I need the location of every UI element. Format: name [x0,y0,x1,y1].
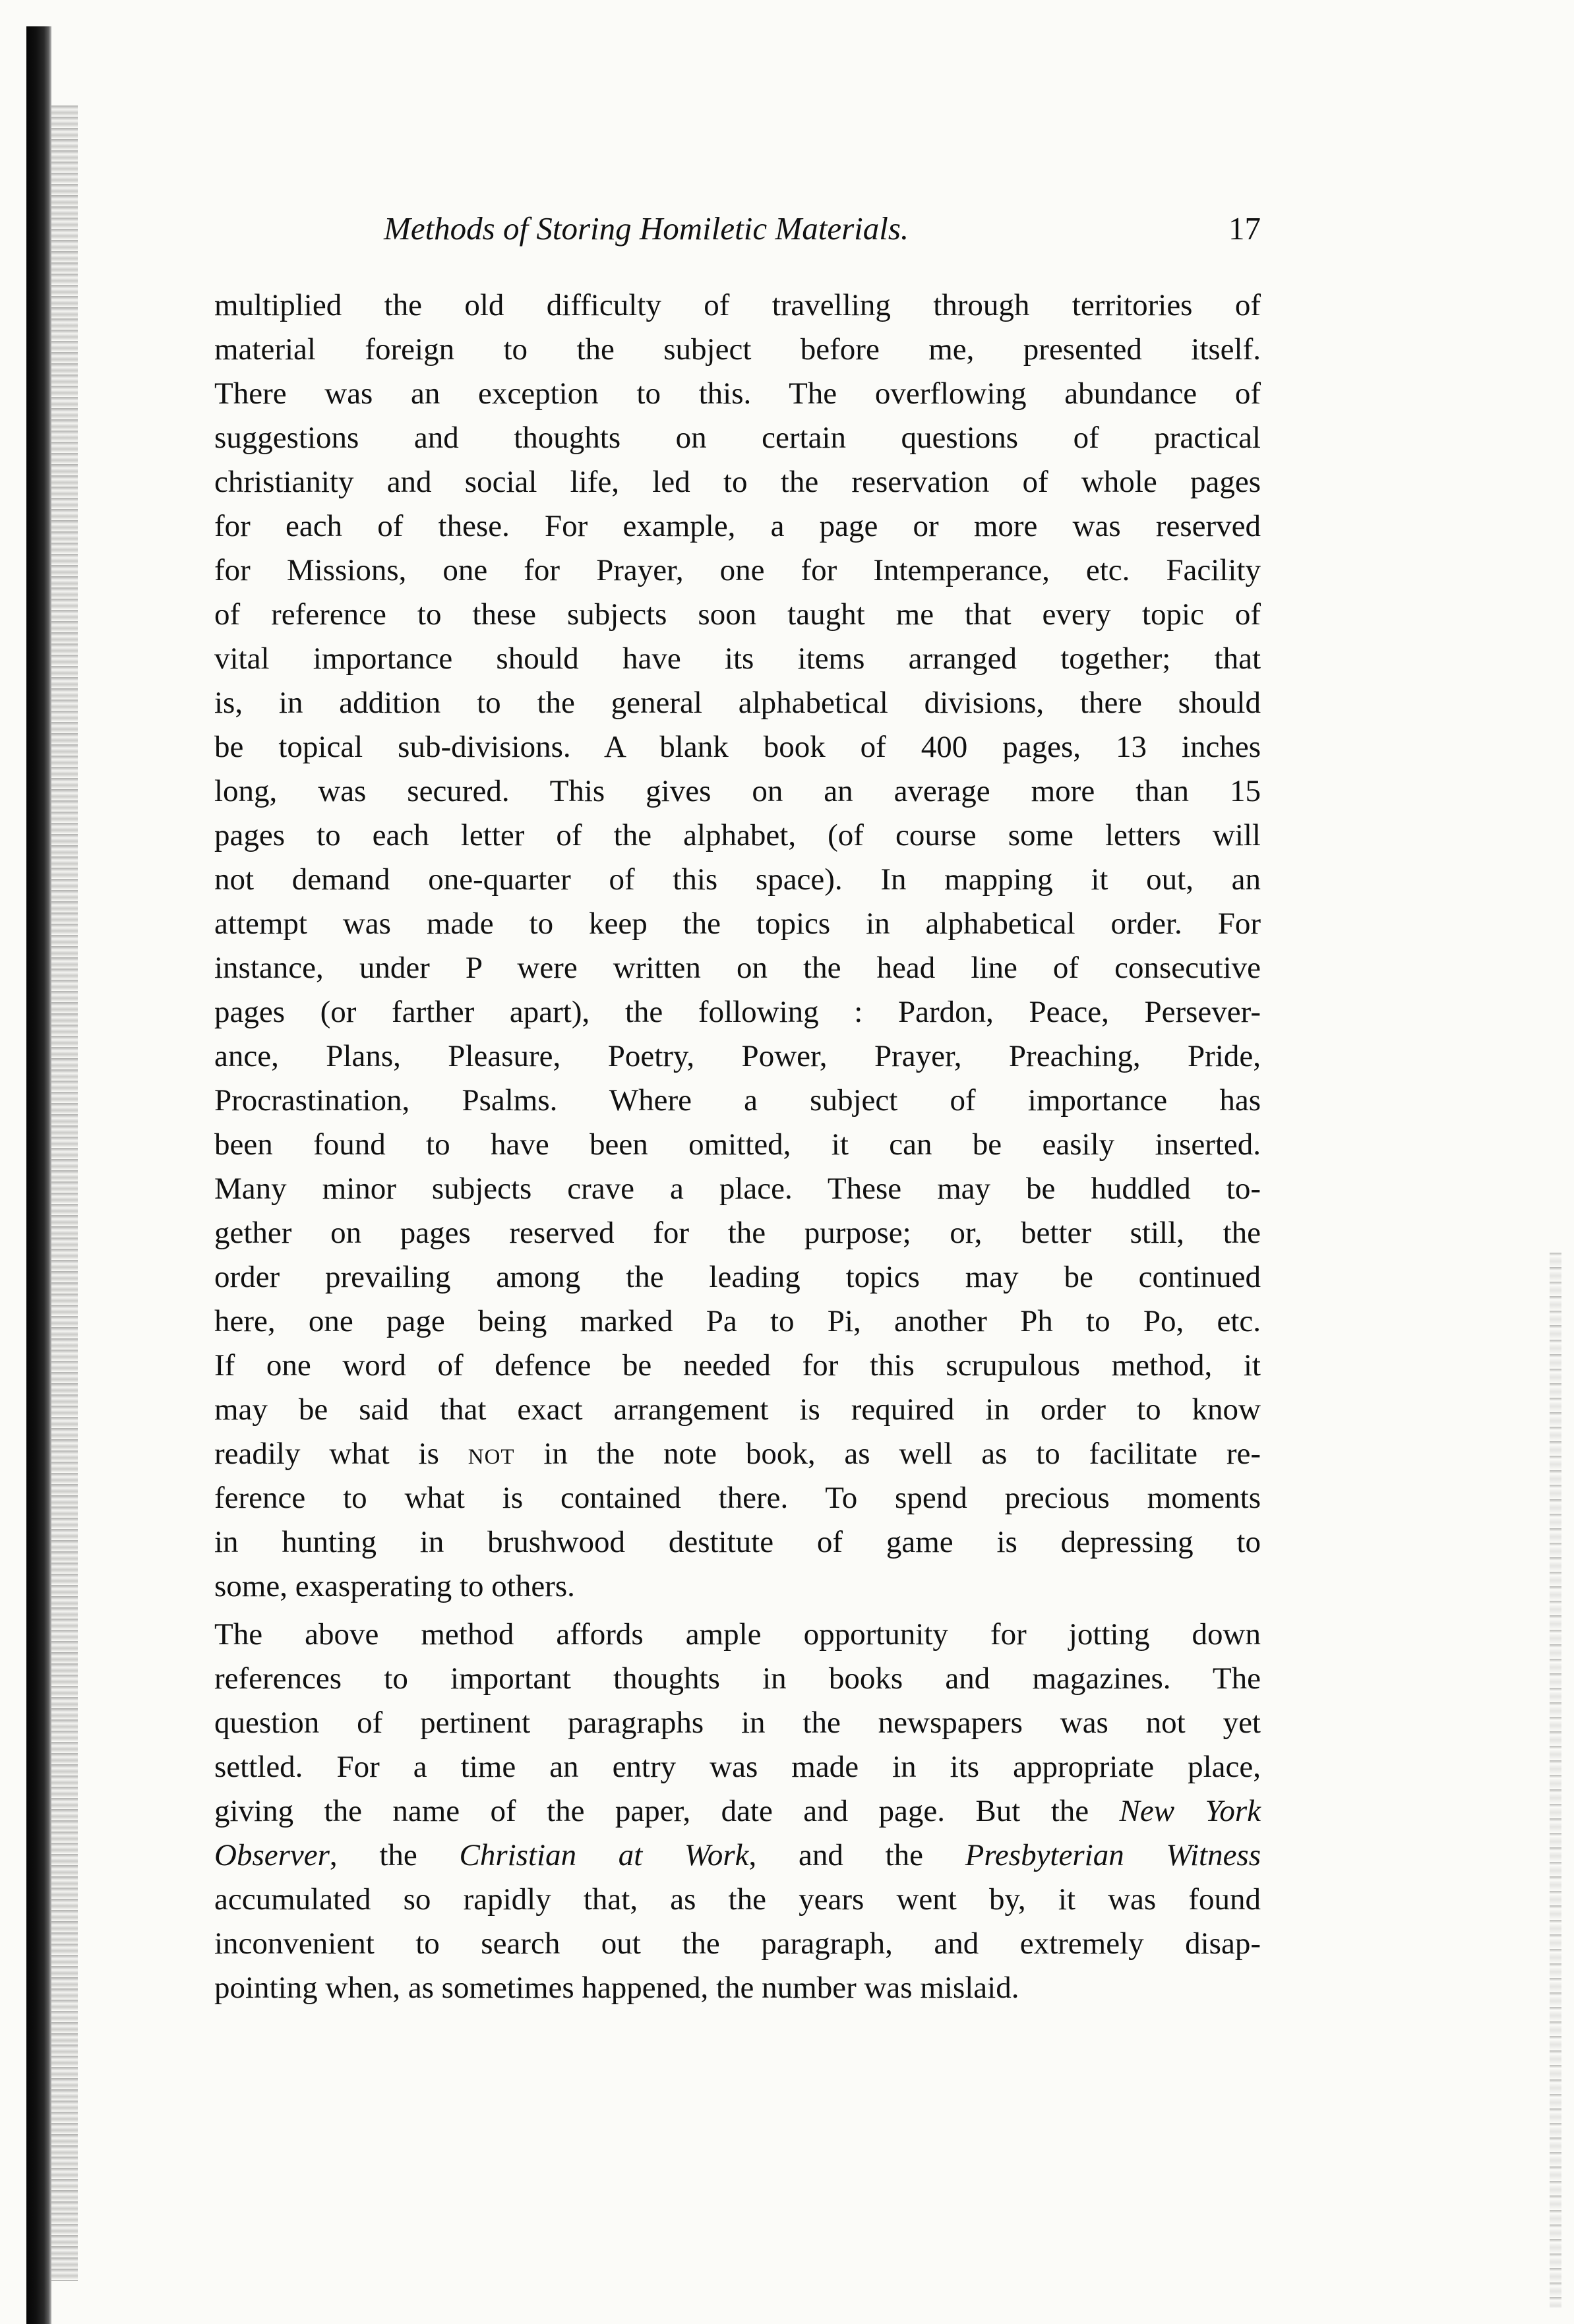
text-segment: accumulated so rapidly that, as the years went by, it was found [214,1882,1261,1917]
text-line [214,504,1261,549]
italic-text: Presbyterian Witness [965,1838,1261,1872]
text-line [214,1701,1261,1745]
text-line [214,1613,1261,1657]
text-segment: ance, Plans, Pleasure, Poetry, Power, Prayer, Preaching, Pride, [214,1039,1261,1073]
text-line [214,549,1261,593]
text-line [214,946,1261,990]
text-line [214,328,1261,372]
text-segment: references to important thoughts in books and magazines. The [214,1661,1261,1696]
text-segment: is, in addition to the general alphabetical divisions, there should [214,686,1261,720]
text-line [214,858,1261,902]
text-line [214,990,1261,1034]
text-segment: pages to each letter of the alphabet, (of course some letters will [214,818,1261,852]
text-segment: be topical sub-divisions. A blank book of 400 pages, 13 inches [214,730,1261,764]
text-line [214,1520,1261,1564]
text-line [214,1564,1261,1609]
small-caps-text: not [468,1437,515,1471]
text-segment: of reference to these subjects soon taught me that every topic of [214,597,1261,632]
text-line [214,1432,1261,1476]
text-line [214,416,1261,460]
text-segment: Procrastination, Psalms. Where a subject of importance has [214,1083,1261,1117]
text-segment: settled. For a time an entry was made in its appropriate place, [214,1750,1261,1784]
text-line [214,1657,1261,1701]
text-segment: inconvenient to search out the paragraph, and extremely disap- [214,1926,1261,1961]
text-segment: may be said that exact arrangement is required in order to know [214,1392,1261,1427]
text-segment: question of pertinent paragraphs in the newspapers was not yet [214,1706,1261,1740]
text-line [214,637,1261,681]
text-segment: long, was secured. This gives on an average more than 15 [214,774,1261,808]
text-segment: in hunting in brushwood destitute of game is depressing to [214,1525,1261,1559]
body-text [214,283,1261,2010]
text-line [214,1211,1261,1255]
text-line [214,681,1261,725]
text-line [214,1123,1261,1167]
paragraph [214,283,1261,1609]
binding-edge [26,26,51,2324]
text-segment: attempt was made to keep the topics in alphabetical order. For [214,907,1261,941]
text-segment: material foreign to the subject before me, presented itself. [214,332,1261,367]
text-line [214,1789,1261,1833]
text-segment: suggestions and thoughts on certain questions of practical [214,421,1261,455]
text-segment: gether on pages reserved for the purpose; or, better still, the [214,1216,1261,1250]
text-segment: pointing when, as sometimes happened, the number was mislaid. [214,1971,1019,2005]
text-segment: The above method affords ample opportunity for jotting down [214,1617,1261,1652]
margin-speckle [1550,1253,1561,2308]
text-line [214,1878,1261,1922]
text-segment: not demand one-quarter of this space). In mapping it out, an [214,862,1261,897]
text-segment: been found to have been omitted, it can be easily inserted. [214,1127,1261,1162]
text-line [214,283,1261,328]
text-line [214,1299,1261,1344]
text-segment: pages (or farther apart), the following : Pardon, Peace, Persever- [214,995,1261,1029]
text-segment: here, one page being marked Pa to Pi, another Ph to Po, etc. [214,1304,1261,1338]
text-line [214,902,1261,946]
text-segment: in the note book, as well as to facilitate re- [514,1437,1261,1471]
text-line [214,1167,1261,1211]
text-line [214,1922,1261,1966]
text-segment: multiplied the old difficulty of travelling through territories of [214,288,1261,322]
text-segment: , and the [748,1838,965,1872]
paragraph [214,1613,1261,2010]
text-line [214,1966,1261,2010]
text-segment: order prevailing among the leading topics may be continued [214,1260,1261,1294]
text-segment: If one word of defence be needed for this scrupulous method, it [214,1348,1261,1383]
text-line [214,725,1261,769]
text-segment: There was an exception to this. The overflowing abundance of [214,376,1261,411]
text-line [214,769,1261,814]
text-line [214,814,1261,858]
text-segment: giving the name of the paper, date and page. But the [214,1794,1120,1828]
text-segment: Many minor subjects crave a place. These may be huddled to- [214,1172,1261,1206]
text-line [214,1079,1261,1123]
text-segment: for each of these. For example, a page or more was reserved [214,509,1261,543]
text-segment: vital importance should have its items arranged together; that [214,641,1261,676]
text-segment: for Missions, one for Prayer, one for Intemperance, etc. Facility [214,553,1261,587]
italic-text: New York [1119,1794,1261,1828]
italic-text: Christian at Work [459,1838,749,1872]
text-segment: readily what is [214,1437,468,1471]
text-line [214,1344,1261,1388]
text-segment: christianity and social life, led to the reservation of whole pages [214,465,1261,499]
text-segment: , the [329,1838,460,1872]
text-line [214,1833,1261,1878]
text-line [214,1476,1261,1520]
page-header [384,210,1261,256]
italic-text: Observer [214,1838,330,1872]
text-line [214,460,1261,504]
text-segment: ference to what is contained there. To spend precious moments [214,1481,1261,1515]
text-line [214,1034,1261,1079]
text-segment: some, exasperating to others. [214,1569,575,1603]
running-title: Methods of Storing Homiletic Materials. [384,210,909,247]
text-line [214,593,1261,637]
text-segment: instance, under P were written on the head line of consecutive [214,951,1261,985]
text-line [214,1388,1261,1432]
text-line [214,1255,1261,1299]
page-number: 17 [1228,210,1261,247]
binding-speckle [51,105,78,2281]
text-line [214,1745,1261,1789]
text-line [214,372,1261,416]
